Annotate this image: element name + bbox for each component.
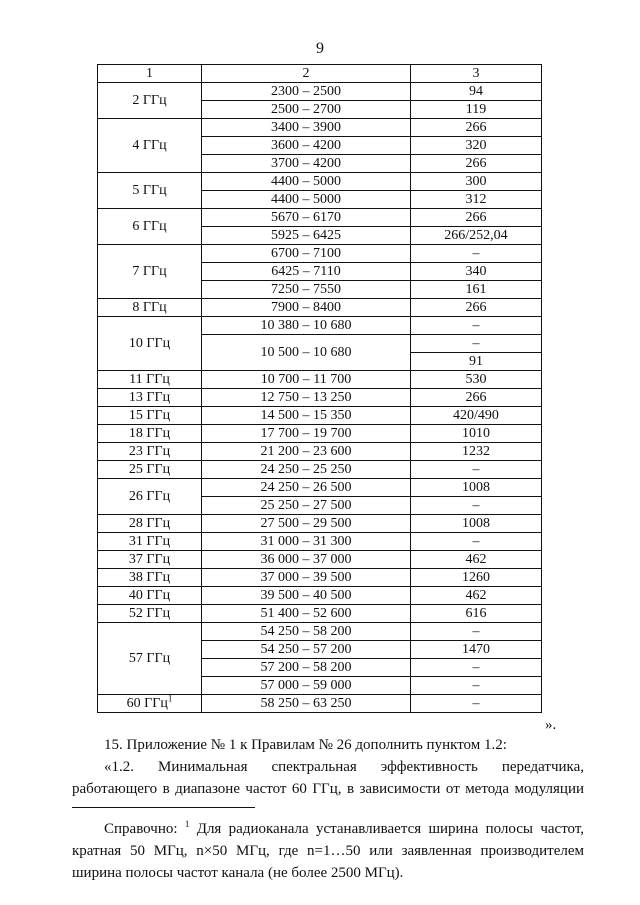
channel-range-cell: 6700 – 7100 — [202, 245, 411, 263]
channel-range-cell: 17 700 – 19 700 — [202, 425, 411, 443]
band-cell — [98, 515, 202, 533]
spectral-efficiency-cell: 320 — [411, 137, 542, 155]
channel-range-cell: 37 000 – 39 500 — [202, 569, 411, 587]
channel-range-cell: 54 250 – 58 200 — [202, 623, 411, 641]
spectral-efficiency-cell: 266/252,04 — [411, 227, 542, 245]
table-row — [98, 623, 542, 641]
table-row — [98, 443, 542, 461]
spectral-efficiency-cell: 300 — [411, 173, 542, 191]
channel-range-cell: 5670 – 6170 — [202, 209, 411, 227]
spectral-efficiency-cell: – — [411, 461, 542, 479]
spectral-efficiency-cell: 91 — [411, 353, 542, 371]
band-label: 11 ГГц — [129, 371, 170, 387]
spectral-efficiency-cell: – — [411, 695, 542, 713]
spectral-efficiency-cell: – — [411, 317, 542, 335]
spectral-efficiency-cell: – — [411, 497, 542, 515]
channel-range-cell: 39 500 – 40 500 — [202, 587, 411, 605]
channel-range-cell: 31 000 – 31 300 — [202, 533, 411, 551]
band-cell — [98, 119, 202, 173]
footnote-text-1: Для радиоканала устанавливается ширина полосы частот, — [196, 821, 585, 837]
channel-range-cell: 5925 – 6425 — [202, 227, 411, 245]
spectral-efficiency-cell: 420/490 — [411, 407, 542, 425]
band-cell — [98, 443, 202, 461]
band-label: 38 ГГц — [128, 569, 171, 585]
band-cell — [98, 623, 202, 695]
channel-range-cell: 21 200 – 23 600 — [202, 443, 411, 461]
band-label: 15 ГГц — [128, 407, 171, 423]
spectral-efficiency-cell: 266 — [411, 299, 542, 317]
spectral-efficiency-cell: 1008 — [411, 515, 542, 533]
band-cell — [98, 245, 202, 299]
band-label: 8 ГГц — [132, 299, 167, 315]
spectral-efficiency-cell: 266 — [411, 389, 542, 407]
spectral-efficiency-cell: 1260 — [411, 569, 542, 587]
footnote-separator — [72, 807, 255, 808]
band-cell — [98, 371, 202, 389]
channel-range-cell: 51 400 – 52 600 — [202, 605, 411, 623]
band-label: 13 ГГц — [128, 389, 171, 405]
channel-range-cell: 7250 – 7550 — [202, 281, 411, 299]
band-label: 26 ГГц — [128, 488, 171, 504]
table-row — [98, 605, 542, 623]
footnote — [72, 818, 584, 884]
spectral-efficiency-cell: 161 — [411, 281, 542, 299]
footnote-line-1 — [72, 818, 584, 840]
band-cell — [98, 479, 202, 515]
table-row — [98, 173, 542, 191]
channel-range-cell: 24 250 – 25 250 — [202, 461, 411, 479]
header-col-2: 2 — [202, 65, 411, 83]
footnote-line-2: кратная 50 МГц, n×50 МГц, где n=1…50 или заявленная производителем — [72, 843, 584, 859]
spectral-efficiency-cell: – — [411, 623, 542, 641]
spectral-efficiency-cell: – — [411, 335, 542, 353]
table-row — [98, 209, 542, 227]
table-header-row — [98, 65, 542, 83]
paragraph-item-1-2-line-1: «1.2. Минимальная спектральная эффективность передатчика, — [104, 759, 584, 775]
band-cell — [98, 317, 202, 371]
table-row — [98, 83, 542, 101]
band-label: 7 ГГц — [132, 263, 167, 279]
table-row — [98, 479, 542, 497]
table-row — [98, 389, 542, 407]
band-cell — [98, 209, 202, 245]
band-cell — [98, 692, 202, 713]
channel-range-cell: 10 380 – 10 680 — [202, 317, 411, 335]
band-footnote-marker: 1 — [167, 692, 173, 703]
band-cell — [98, 587, 202, 605]
spectral-efficiency-cell: – — [411, 677, 542, 695]
table-row — [98, 587, 542, 605]
channel-range-cell: 2300 – 2500 — [202, 83, 411, 101]
channel-range-cell: 3700 – 4200 — [202, 155, 411, 173]
footnote-prefix: Справочно: — [104, 821, 178, 837]
table-row — [98, 317, 542, 335]
table-row — [98, 425, 542, 443]
channel-range-cell: 27 500 – 29 500 — [202, 515, 411, 533]
footnote-marker: 1 — [184, 819, 190, 829]
closing-quote: ». — [545, 717, 557, 733]
channel-range-cell: 7900 – 8400 — [202, 299, 411, 317]
table-row — [98, 695, 542, 713]
band-label: 5 ГГц — [132, 182, 167, 198]
table-row — [98, 299, 542, 317]
channel-range-cell: 3600 – 4200 — [202, 137, 411, 155]
spectral-efficiency-cell: 312 — [411, 191, 542, 209]
channel-range-cell: 57 000 – 59 000 — [202, 677, 411, 695]
band-label: 37 ГГц — [128, 551, 171, 567]
table-row — [98, 119, 542, 137]
spectral-efficiency-cell: – — [411, 245, 542, 263]
channel-range-cell: 4400 – 5000 — [202, 191, 411, 209]
band-label: 10 ГГц — [128, 335, 171, 351]
spectral-efficiency-cell: 1232 — [411, 443, 542, 461]
spectral-efficiency-cell: – — [411, 533, 542, 551]
band-cell — [98, 533, 202, 551]
band-cell — [98, 83, 202, 119]
channel-range-cell: 36 000 – 37 000 — [202, 551, 411, 569]
paragraph-item-15: 15. Приложение № 1 к Правилам № 26 дополнить пунктом 1.2: — [104, 737, 507, 753]
band-label: 2 ГГц — [132, 92, 167, 108]
table-row — [98, 533, 542, 551]
band-label: 4 ГГц — [132, 137, 167, 153]
table-row — [98, 461, 542, 479]
band-label: 31 ГГц — [128, 533, 171, 549]
band-cell — [98, 425, 202, 443]
channel-range-cell: 10 500 – 10 680 — [202, 335, 411, 371]
band-cell — [98, 551, 202, 569]
band-cell — [98, 407, 202, 425]
band-label: 18 ГГц — [128, 425, 171, 441]
page-number: 9 — [316, 40, 324, 57]
channel-range-cell: 10 700 – 11 700 — [202, 371, 411, 389]
channel-range-cell: 3400 – 3900 — [202, 119, 411, 137]
channel-range-cell: 58 250 – 63 250 — [202, 695, 411, 713]
channel-range-cell: 25 250 – 27 500 — [202, 497, 411, 515]
spectral-efficiency-cell: 266 — [411, 119, 542, 137]
spectral-efficiency-cell: 119 — [411, 101, 542, 119]
channel-range-cell: 14 500 – 15 350 — [202, 407, 411, 425]
spectral-efficiency-cell: 462 — [411, 551, 542, 569]
channel-range-cell: 4400 – 5000 — [202, 173, 411, 191]
paragraph-item-1-2-line-2: работающего в диапазоне частот 60 ГГц, в зависимости от метода модуляции — [72, 781, 584, 797]
spectral-efficiency-cell: – — [411, 659, 542, 677]
channel-range-cell: 2500 – 2700 — [202, 101, 411, 119]
spectral-efficiency-cell: 94 — [411, 83, 542, 101]
channel-range-cell: 12 750 – 13 250 — [202, 389, 411, 407]
channel-range-cell: 24 250 – 26 500 — [202, 479, 411, 497]
spectral-efficiency-cell: 530 — [411, 371, 542, 389]
channel-range-cell: 54 250 – 57 200 — [202, 641, 411, 659]
spectral-efficiency-cell: 340 — [411, 263, 542, 281]
table-row — [98, 407, 542, 425]
channel-range-cell: 6425 – 7110 — [202, 263, 411, 281]
spectral-efficiency-cell: 1010 — [411, 425, 542, 443]
band-cell — [98, 173, 202, 209]
table-row — [98, 551, 542, 569]
channel-range-cell: 57 200 – 58 200 — [202, 659, 411, 677]
table-row — [98, 245, 542, 263]
spectral-efficiency-cell: 462 — [411, 587, 542, 605]
band-label: 23 ГГц — [128, 443, 171, 459]
spectral-efficiency-cell: 266 — [411, 155, 542, 173]
band-cell — [98, 299, 202, 317]
band-label: 52 ГГц — [128, 605, 171, 621]
band-label: 57 ГГц — [128, 650, 171, 666]
band-cell — [98, 461, 202, 479]
spectral-efficiency-cell: 266 — [411, 209, 542, 227]
band-cell — [98, 569, 202, 587]
spectral-efficiency-cell: 1008 — [411, 479, 542, 497]
frequency-table — [97, 64, 542, 713]
band-cell — [98, 605, 202, 623]
band-label: 28 ГГц — [128, 515, 171, 531]
band-label: 25 ГГц — [128, 461, 171, 477]
header-col-1: 1 — [98, 65, 202, 83]
spectral-efficiency-cell: 616 — [411, 605, 542, 623]
band-label: 40 ГГц — [128, 587, 171, 603]
band-cell — [98, 389, 202, 407]
band-label: 60 ГГц — [126, 695, 168, 711]
table-row — [98, 371, 542, 389]
table-row — [98, 569, 542, 587]
table-row — [98, 515, 542, 533]
footnote-line-3: ширина полосы частот канала (не более 2500 МГц). — [72, 865, 404, 881]
spectral-efficiency-cell: 1470 — [411, 641, 542, 659]
band-label: 6 ГГц — [132, 218, 167, 234]
header-col-3: 3 — [411, 65, 542, 83]
